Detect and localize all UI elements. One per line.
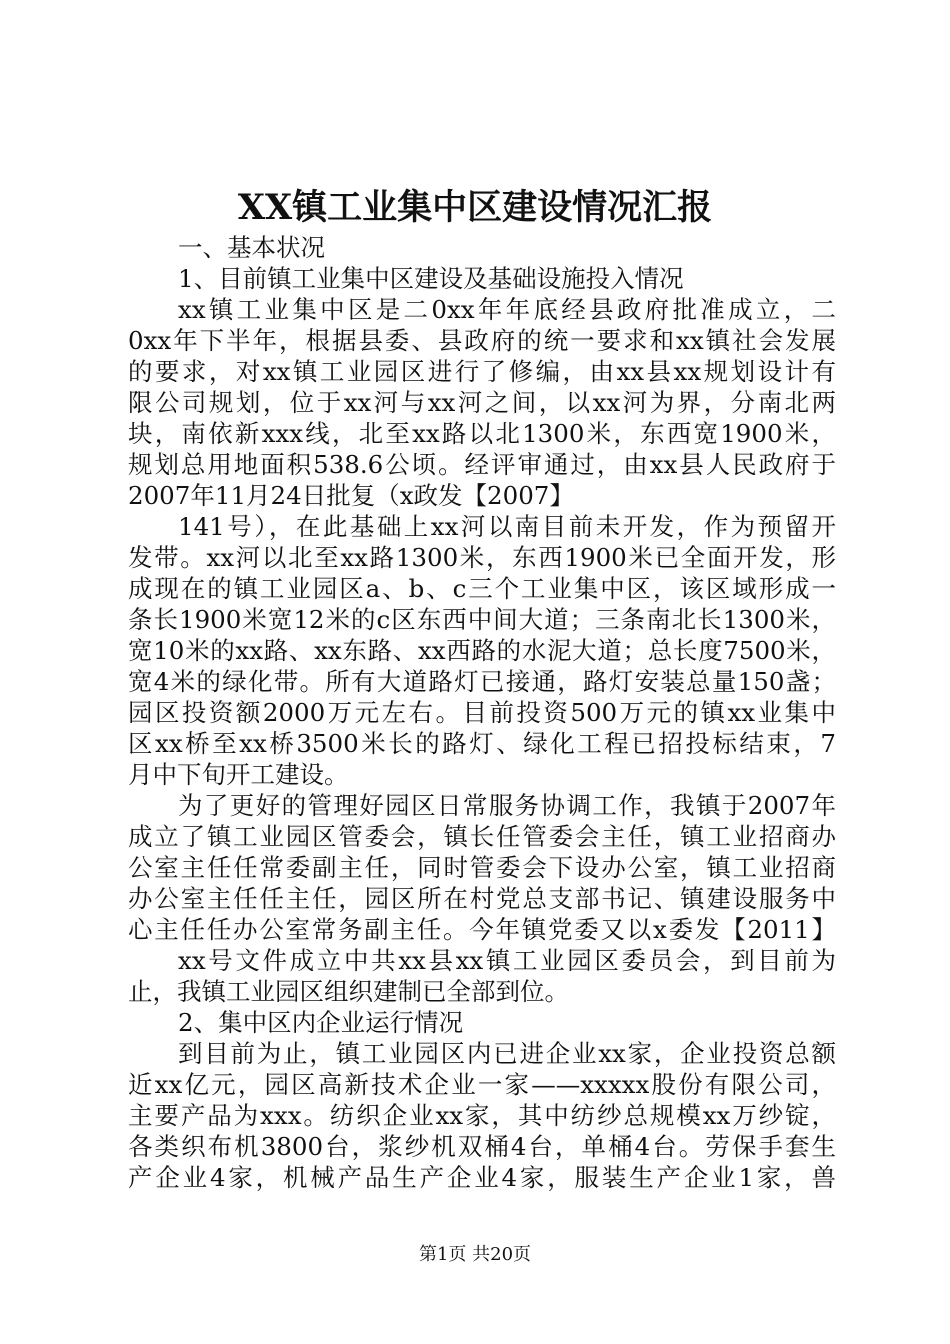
text-line: 园区投资额2000万元左右。目前投资500万元的镇xx业集中 — [128, 698, 836, 727]
text-line: 0xx年下半年，根据县委、县政府的统一要求和xx镇社会发展 — [128, 326, 836, 355]
text-line: 规划总用地面积538.6公顷。经评审通过，由xx县人民政府于 — [128, 450, 836, 479]
text-line: 宽10米的xx路、xx东路、xx西路的水泥大道；总长度7500米， — [128, 636, 836, 665]
text-line: 主要产品为xxx。纺织企业xx家，其中纺纱总规模xx万纱锭， — [128, 1101, 836, 1130]
text-line: 为了更好的管理好园区日常服务协调工作，我镇于2007年 — [178, 791, 836, 820]
page-number: 第1页 共20页 — [418, 1244, 532, 1265]
text-line: 的要求，对xx镇工业园区进行了修编，由xx县xx规划设计有 — [128, 357, 836, 386]
text-line: 2007年11月24日批复（x政发【2007】 — [128, 481, 574, 510]
document-title: XX镇工业集中区建设情况汇报 — [237, 187, 713, 228]
text-line: 月中下旬开工建设。 — [128, 760, 349, 789]
text-line: 止，我镇工业园区组织建制已全部到位。 — [128, 977, 569, 1006]
text-line: 块，南依新xxx线，北至xx路以北1300米，东西宽1900米， — [128, 419, 836, 448]
text-line: 公室主任任常委副主任，同时管委会下设办公室，镇工业招商 — [128, 853, 836, 882]
text-line: 心主任任办公室常务副主任。今年镇党委又以x委发【2011】 — [128, 915, 836, 944]
text-line: xx号文件成立中共xx县xx镇工业园区委员会，到目前为 — [178, 946, 836, 975]
subsection-heading: 1、目前镇工业集中区建设及基础设施投入情况 — [178, 264, 684, 293]
section-heading: 一、基本状况 — [178, 233, 325, 262]
subsection-heading: 2、集中区内企业运行情况 — [178, 1008, 464, 1037]
text-line: 区xx桥至xx桥3500米长的路灯、绿化工程已招投标结束，7 — [128, 729, 836, 758]
text-line: 141号），在此基础上xx河以南目前未开发，作为预留开 — [178, 512, 836, 541]
text-line: 各类织布机3800台，浆纱机双桶4台，单桶4台。劳保手套生 — [128, 1132, 836, 1161]
text-line: 发带。xx河以北至xx路1300米，东西1900米已全面开发，形 — [128, 543, 836, 572]
text-line: xx镇工业集中区是二0xx年年底经县政府批准成立，二 — [178, 295, 836, 324]
text-line: 办公室主任任主任，园区所在村党总支部书记、镇建设服务中 — [128, 884, 836, 913]
document-body — [128, 232, 836, 1193]
text-line: 产企业4家，机械产品生产企业4家，服装生产企业1家，兽 — [128, 1163, 836, 1192]
text-line: 近xx亿元，园区高新技术企业一家——xxxxx股份有限公司， — [128, 1070, 836, 1099]
text-line: 到目前为止，镇工业园区内已进企业xx家，企业投资总额 — [178, 1039, 836, 1068]
text-line: 条长1900米宽12米的c区东西中间大道；三条南北长1300米， — [128, 605, 836, 634]
text-line: 成立了镇工业园区管委会，镇长任管委会主任，镇工业招商办 — [128, 822, 836, 851]
text-line: 成现在的镇工业园区a、b、c三个工业集中区，该区域形成一 — [128, 574, 836, 603]
text-line: 宽4米的绿化带。所有大道路灯已接通，路灯安装总量150盏； — [128, 667, 836, 696]
text-line: 限公司规划，位于xx河与xx河之间，以xx河为界，分南北两 — [128, 388, 836, 417]
